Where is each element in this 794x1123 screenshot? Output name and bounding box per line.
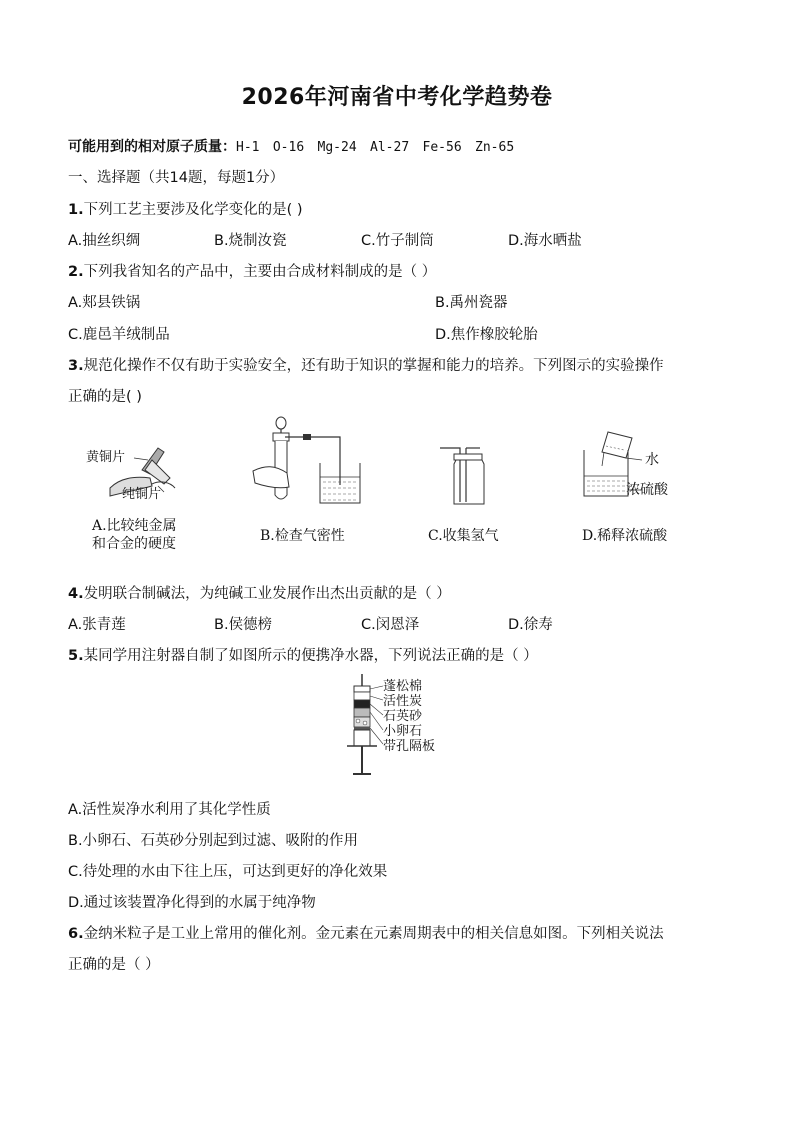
question-number: 1. bbox=[68, 202, 84, 218]
option-c: C.鹿邑羊绒制品 bbox=[68, 327, 170, 343]
mass-label: 可能用到的相对原子质量： bbox=[68, 139, 236, 155]
syringe-label: 小卵石 bbox=[383, 724, 423, 739]
question-number: 5. bbox=[68, 648, 84, 664]
question-stem: 金纳米粒子是工业上常用的催化剂。金元素在元素周期表中的相关信息如图。下列相关说法 bbox=[83, 926, 664, 942]
label-conc-sulfuric-acid: 浓硫酸 bbox=[626, 482, 668, 498]
figure-a-caption: A.比较纯金属 bbox=[92, 518, 177, 534]
syringe-label: 蓬松棉 bbox=[383, 679, 423, 694]
option-a: A.抽丝织绸 bbox=[68, 233, 141, 249]
option-b: B.小卵石、石英砂分别起到过滤、吸附的作用 bbox=[68, 833, 359, 849]
figure-hydrogen-collection bbox=[430, 440, 500, 510]
question-6 bbox=[68, 922, 664, 943]
label-water: 水 bbox=[645, 452, 659, 468]
option-d: D.徐寿 bbox=[508, 617, 553, 633]
question-5 bbox=[68, 644, 538, 665]
question-number: 4. bbox=[68, 586, 84, 602]
figure-a-caption: 和合金的硬度 bbox=[92, 536, 176, 552]
option-a: A.郏县铁锅 bbox=[68, 295, 141, 311]
question-stem-continued: 正确的是（ ） bbox=[68, 957, 160, 973]
question-number: 6. bbox=[68, 926, 84, 942]
page-title: 2026年河南省中考化学趋势卷 bbox=[241, 85, 553, 110]
question-number: 3. bbox=[68, 358, 84, 374]
question-stem: 下列工艺主要涉及化学变化的是( ) bbox=[83, 202, 303, 218]
question-4 bbox=[68, 582, 451, 603]
question-number: 2. bbox=[68, 264, 84, 280]
figure-c-caption: C.收集氢气 bbox=[428, 528, 499, 544]
label-pure-copper: 纯铜片 bbox=[122, 487, 162, 502]
option-d: D.海水晒盐 bbox=[508, 233, 582, 249]
section-heading: 一、选择题（共14题，每题1分） bbox=[68, 170, 285, 186]
question-2 bbox=[68, 260, 436, 281]
option-c: C.待处理的水由下往上压，可达到更好的净化效果 bbox=[68, 864, 388, 880]
option-b: B.禹州瓷器 bbox=[435, 295, 508, 311]
question-stem: 某同学用注射器自制了如图所示的便携净水器，下列说法正确的是（ ） bbox=[83, 648, 538, 664]
question-1 bbox=[68, 198, 303, 219]
mass-item: Zn-65 bbox=[475, 140, 515, 155]
option-c: C.竹子制筒 bbox=[361, 233, 434, 249]
option-d: D.焦作橡胶轮胎 bbox=[435, 327, 538, 343]
question-stem-continued: 正确的是( ) bbox=[68, 389, 142, 405]
mass-item: O-16 bbox=[272, 140, 305, 155]
option-b: B.烧制汝瓷 bbox=[214, 233, 287, 249]
question-stem: 发明联合制碱法，为纯碱工业发展作出杰出贡献的是（ ） bbox=[83, 586, 451, 602]
syringe-label: 活性炭 bbox=[383, 694, 423, 709]
option-a: A.张青莲 bbox=[68, 617, 126, 633]
syringe-label: 石英砂 bbox=[383, 709, 423, 724]
option-b: B.侯德榜 bbox=[214, 617, 273, 633]
option-c: C.闵恩泽 bbox=[361, 617, 420, 633]
mass-item: H-1 bbox=[236, 140, 260, 155]
question-stem: 下列我省知名的产品中，主要由合成材料制成的是（ ） bbox=[83, 264, 437, 280]
figure-b-caption: B.检查气密性 bbox=[260, 528, 345, 544]
label-brass: 黄铜片 bbox=[86, 450, 126, 465]
option-d: D.通过该装置净化得到的水属于纯净物 bbox=[68, 895, 316, 911]
figure-airtightness-check bbox=[245, 415, 365, 515]
mass-item: Mg-24 bbox=[317, 140, 357, 155]
mass-item: Al-27 bbox=[370, 140, 410, 155]
option-a: A.活性炭净水利用了其化学性质 bbox=[68, 802, 271, 818]
question-stem: 规范化操作不仅有助于实验安全，还有助于知识的掌握和能力的培养。下列图示的实验操作 bbox=[83, 358, 664, 374]
question-3 bbox=[68, 354, 664, 375]
figure-d-caption: D.稀释浓硫酸 bbox=[582, 528, 668, 544]
relative-atomic-mass-line bbox=[68, 136, 514, 156]
mass-item: Fe-56 bbox=[422, 140, 462, 155]
syringe-label: 带孔隔板 bbox=[383, 739, 436, 754]
syringe-purifier-figure bbox=[345, 672, 385, 782]
